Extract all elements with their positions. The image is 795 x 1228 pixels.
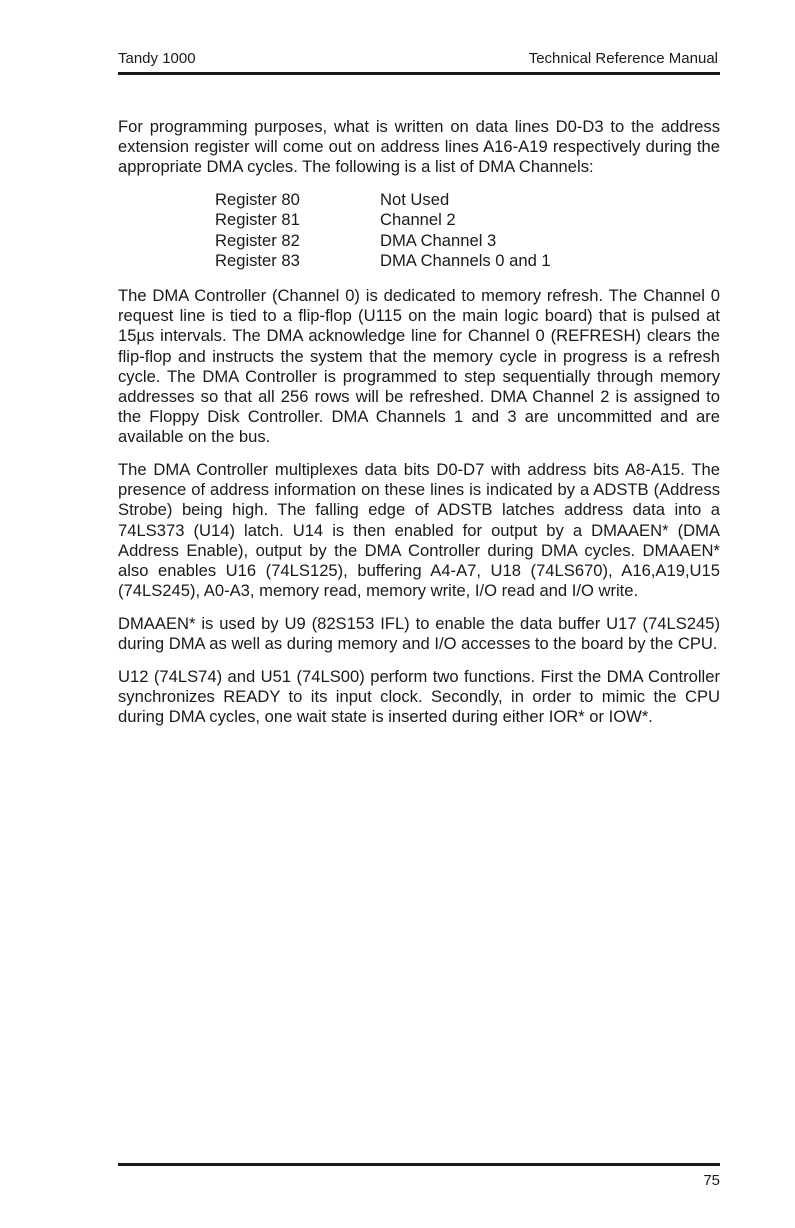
register-row [215,251,720,271]
header-book-title: Tandy 1000 [118,50,196,67]
paragraph-multiplex: The DMA Controller multiplexes data bits D0-D7 with address bits A8-A15. The presence of address information on these lines is indicated by a ADSTB (Address Strobe) being high. The falling edge of ADSTB latches address data into a 74LS373 (U14) latch. U14 is then enabled for output by a DMAAEN* (DMA Address Enable), output by the DMA Controller during DMA cycles. DMAAEN* also enables U16 (74LS125), buffering A4-A7, U18 (74LS670), A16,A19,U15 (74LS245), A0-A3, memory read, memory write, I/O read and I/O write. [118,460,720,601]
paragraph-refresh: The DMA Controller (Channel 0) is dedicated to memory refresh. The Channel 0 request line is tied to a flip-flop (U115 on the main logic board) that is pulsed at 15µs intervals. The DMA acknowledge line for Channel 0 (REFRESH) clears the flip-flop and instructs the system that the memory cycle in progress is a refresh cycle. The DMA Controller is programmed to step sequentially through memory addresses so that all 256 rows will be refreshed. DMA Channel 2 is assigned to the Floppy Disk Controller. DMA Channels 1 and 3 are uncommitted and are available on the bus. [118,285,720,447]
page-content [118,117,720,740]
register-name: Register 83 [215,250,300,270]
register-name: Register 82 [215,230,300,250]
register-row [215,210,720,230]
page-header [118,50,718,70]
register-name: Register 81 [215,210,300,230]
register-channel: DMA Channel 3 [380,230,497,250]
paragraph-wait-state: U12 (74LS74) and U51 (74LS00) perform two functions. First the DMA Controller synchronizes READY to its input clock. Secondly, in order to mimic the CPU during DMA cycles, one wait state is inserted during either IOR* or IOW*. [118,666,720,727]
register-channel: Channel 2 [380,210,456,230]
dma-register-list [215,190,720,271]
register-row [215,231,720,251]
page-number: 75 [703,1172,720,1189]
header-manual-title: Technical Reference Manual [528,50,718,67]
register-name: Register 80 [215,190,300,210]
paragraph-dmaaen: DMAAEN* is used by U9 (82S153 IFL) to enable the data buffer U17 (74LS245) during DMA as well as during memory and I/O accesses to the board by the CPU. [118,613,720,654]
register-channel: DMA Channels 0 and 1 [380,250,551,270]
header-rule [118,72,720,75]
footer-rule [118,1163,720,1166]
register-channel: Not Used [380,190,450,210]
paragraph-intro: For programming purposes, what is written on data lines D0-D3 to the address extension register will come out on address lines A16-A19 respectively during the appropriate DMA cycles. The following is a list of DMA Channels: [118,117,720,177]
register-row [215,190,720,210]
